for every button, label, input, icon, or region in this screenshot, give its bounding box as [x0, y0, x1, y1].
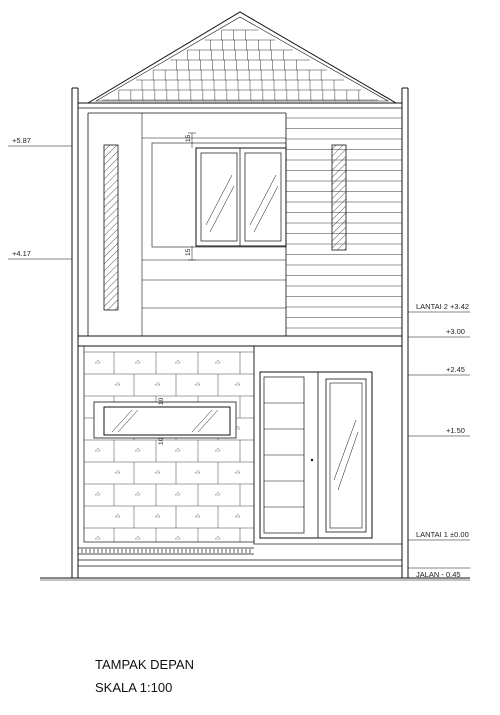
level-ring-beam: +4.17: [12, 249, 31, 258]
level-road: JALAN - 0.45: [416, 570, 461, 579]
lower-floor: [78, 346, 402, 566]
level-slab: +3.00: [446, 327, 465, 336]
upper-window: [196, 148, 286, 246]
roof-gable: [88, 12, 396, 103]
door-frame: [254, 346, 402, 544]
level-lintel: +2.45: [446, 365, 465, 374]
floor-slab: [78, 336, 402, 346]
level-floor-2: LANTAI 2 +3.42: [416, 302, 470, 311]
left-level-markers: [8, 136, 72, 259]
right-level-markers: [408, 302, 470, 579]
drawing-title: TAMPAK DEPAN: [95, 657, 194, 672]
dim-upper-window-bottom: 15: [185, 248, 192, 256]
roof-gable-inner: [96, 17, 388, 101]
lower-window: [94, 397, 236, 445]
level-sill: +1.50: [446, 426, 465, 435]
level-floor-1: LANTAI 1 ±0.00: [416, 530, 469, 539]
drawing-scale: SKALA 1:100: [95, 680, 173, 695]
roof: [88, 12, 396, 103]
hatched-panel-right: [332, 145, 346, 250]
level-roof-beam: +5.87: [12, 136, 31, 145]
door-left-leaf: [264, 377, 313, 533]
door-right-leaf: [326, 379, 366, 532]
roof-shingles: [102, 30, 379, 101]
hatched-panel-left: [104, 145, 118, 310]
entrance-steps: [78, 548, 402, 566]
roof-beam: [78, 103, 402, 108]
upper-floor: [88, 113, 402, 336]
ground-line: [40, 578, 470, 580]
dim-lower-window-bottom: 10: [158, 437, 165, 445]
door-handle: [311, 459, 313, 461]
dim-upper-window-top: 15: [185, 134, 192, 142]
stone-cladding-wall: [84, 346, 254, 542]
horizontal-siding: [286, 118, 402, 328]
dim-lower-window-top: 10: [158, 397, 165, 405]
